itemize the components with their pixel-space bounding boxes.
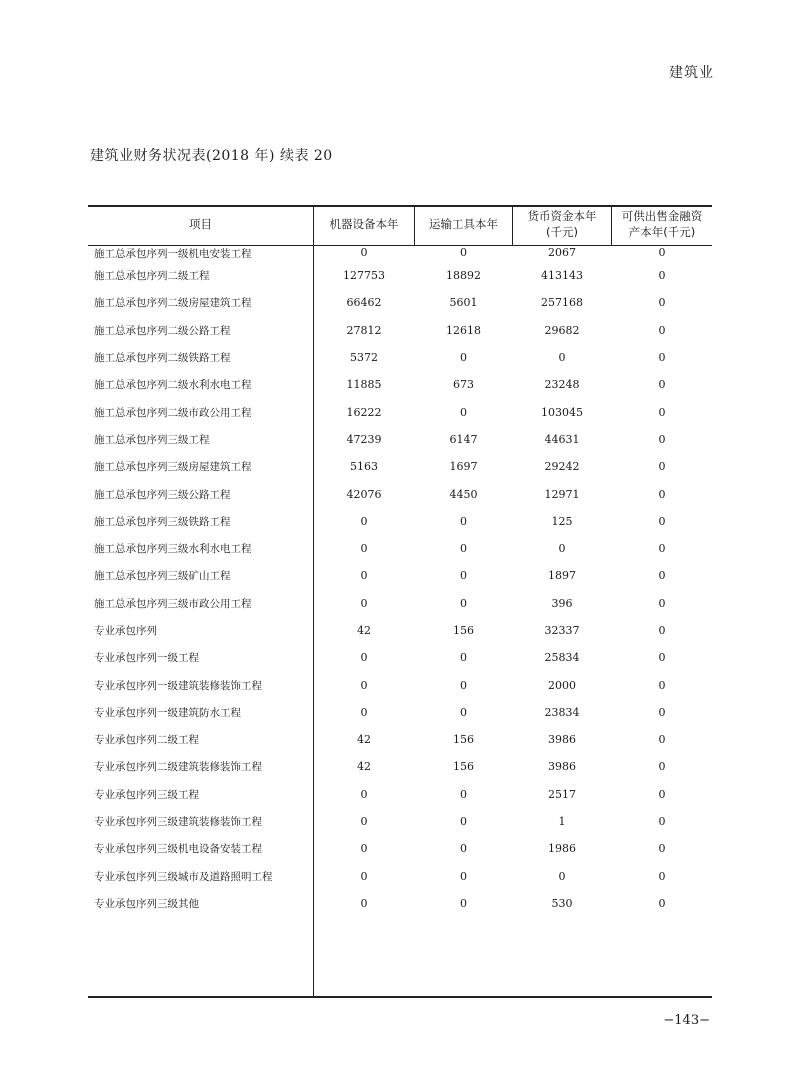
- table-row: [88, 699, 712, 726]
- row-label: 施工总承包序列三级工程: [94, 433, 210, 446]
- row-value: 156: [453, 624, 474, 637]
- row-value: 1986: [548, 842, 576, 856]
- running-head: 建筑业: [669, 65, 714, 81]
- row-label: 专业承包序列三级城市及道路照明工程: [94, 870, 273, 883]
- row-value: 0: [360, 569, 368, 583]
- row-value: 0: [658, 651, 666, 665]
- row-value: 0: [460, 514, 467, 528]
- table-title: 建筑业财务状况表(2018 年) 续表 20: [90, 148, 333, 164]
- row-value: 0: [460, 351, 467, 365]
- row-value: 0: [360, 896, 368, 910]
- row-label: 施工总承包序列二级铁路工程: [94, 352, 231, 365]
- row-value: 0: [658, 323, 666, 337]
- row-value: 12618: [446, 323, 481, 337]
- row-value: 0: [460, 842, 467, 856]
- table-row: [88, 562, 712, 589]
- row-value: 0: [360, 651, 368, 665]
- row-value: 0: [360, 787, 368, 801]
- row-label: 施工总承包序列二级市政公用工程: [94, 406, 252, 419]
- row-value: 0: [460, 896, 467, 910]
- row-value: 0: [360, 514, 368, 528]
- row-value: 0: [658, 842, 666, 856]
- table-row: [88, 726, 712, 753]
- row-value: 0: [460, 678, 467, 692]
- row-value: 0: [360, 596, 368, 610]
- row-value: 3986: [548, 733, 576, 747]
- row-value: 0: [658, 733, 666, 747]
- row-value: 396: [551, 596, 573, 610]
- table-row: [88, 617, 712, 644]
- row-label: 专业承包序列一级建筑装修装饰工程: [94, 679, 262, 692]
- row-value: 156: [453, 760, 474, 774]
- row-value: 4450: [449, 487, 478, 501]
- row-label: 施工总承包序列二级工程: [94, 270, 210, 283]
- row-label: 施工总承包序列三级市政公用工程: [94, 597, 252, 610]
- row-label: 专业承包序列二级建筑装修装饰工程: [94, 761, 262, 774]
- row-value: 0: [460, 569, 467, 583]
- row-value: 0: [460, 542, 467, 556]
- row-value: 42076: [346, 487, 382, 501]
- row-value: 2000: [548, 678, 576, 692]
- row-label: 专业承包序列: [94, 625, 157, 637]
- row-value: 66462: [346, 296, 382, 310]
- row-value: 6147: [449, 432, 478, 446]
- row-value: 0: [360, 705, 368, 719]
- row-value: 1: [558, 815, 566, 829]
- row-label: 施工总承包序列二级房屋建筑工程: [94, 297, 252, 310]
- row-value: 1697: [449, 460, 478, 474]
- table-row: [88, 317, 712, 344]
- table-bottom-rule: [88, 996, 712, 998]
- row-value: 0: [658, 569, 666, 583]
- row-value: 23248: [544, 378, 580, 392]
- row-value: 156: [453, 733, 474, 747]
- row-value: 0: [460, 705, 467, 719]
- row-value: 0: [658, 460, 666, 474]
- row-value: 0: [360, 815, 368, 829]
- row-value: 0: [460, 815, 467, 829]
- row-value: 47239: [346, 432, 382, 446]
- row-value: 0: [558, 542, 566, 556]
- column-header-item: 项目: [189, 217, 212, 232]
- row-value: 25834: [544, 651, 580, 665]
- column-header-machinery: 机器设备本年: [329, 217, 399, 232]
- row-value: 0: [658, 514, 666, 528]
- table-row: [88, 344, 712, 371]
- table-row: [88, 535, 712, 562]
- row-value: 0: [360, 246, 368, 259]
- row-value: 0: [360, 542, 368, 556]
- column-header-monetary-funds: 货币资金本年 (千元): [527, 209, 597, 239]
- row-value: 23834: [544, 705, 580, 719]
- row-value: 0: [360, 869, 368, 883]
- row-value: 0: [460, 651, 467, 665]
- row-value: 5372: [350, 351, 378, 365]
- row-value: 42: [357, 624, 371, 637]
- row-value: 18892: [446, 269, 481, 283]
- row-value: 29242: [544, 460, 580, 474]
- row-label: 专业承包序列三级工程: [94, 788, 199, 801]
- table-row: [88, 644, 712, 671]
- row-label: 专业承包序列一级建筑防水工程: [94, 706, 241, 719]
- row-value: 44631: [544, 432, 580, 446]
- table-row: [88, 245, 712, 262]
- row-value: 11885: [346, 378, 382, 392]
- table-row: [88, 262, 712, 289]
- row-value: 5163: [350, 460, 378, 474]
- row-value: 0: [658, 787, 666, 801]
- row-value: 0: [460, 787, 467, 801]
- row-value: 42: [357, 760, 371, 774]
- row-value: 103045: [541, 405, 583, 419]
- row-value: 0: [658, 815, 666, 829]
- row-value: 0: [658, 705, 666, 719]
- row-value: 42: [357, 733, 371, 747]
- row-value: 0: [360, 678, 368, 692]
- table-row: [88, 863, 712, 890]
- table-row: [88, 753, 712, 780]
- row-value: 0: [658, 542, 666, 556]
- row-label: 施工总承包序列三级房屋建筑工程: [94, 461, 252, 474]
- row-value: 0: [658, 246, 666, 259]
- table-body: [88, 245, 712, 917]
- financial-table: [88, 205, 712, 998]
- table-row: [88, 671, 712, 698]
- row-label: 专业承包序列三级其他: [94, 897, 199, 910]
- row-value: 5601: [449, 296, 478, 310]
- table-row: [88, 398, 712, 425]
- row-value: 127753: [343, 269, 385, 283]
- table-row: [88, 480, 712, 507]
- row-value: 2067: [548, 246, 576, 259]
- row-value: 0: [658, 296, 666, 310]
- row-value: 1897: [548, 569, 576, 583]
- table-row: [88, 426, 712, 453]
- table-row: [88, 781, 712, 808]
- row-value: 0: [658, 432, 666, 446]
- row-label: 专业承包序列二级工程: [94, 734, 199, 747]
- table-row: [88, 590, 712, 617]
- table-row: [88, 453, 712, 480]
- row-label: 专业承包序列三级建筑装修装饰工程: [94, 816, 262, 829]
- row-label: 施工总承包序列三级铁路工程: [94, 515, 231, 528]
- row-value: 257168: [541, 296, 583, 310]
- row-value: 0: [460, 246, 467, 259]
- page-number: −143−: [663, 1013, 710, 1028]
- row-value: 0: [658, 378, 666, 392]
- row-value: 32337: [544, 624, 580, 637]
- table-row: [88, 371, 712, 398]
- row-value: 0: [658, 405, 666, 419]
- row-label: 施工总承包序列三级矿山工程: [94, 570, 231, 583]
- row-value: 0: [460, 869, 467, 883]
- row-value: 29682: [544, 323, 580, 337]
- table-row: [88, 289, 712, 316]
- row-label: 施工总承包序列一级机电安装工程: [94, 248, 252, 260]
- row-value: 0: [658, 896, 666, 910]
- row-value: 0: [360, 842, 368, 856]
- column-header-transport: 运输工具本年: [429, 217, 498, 232]
- row-value: 0: [658, 351, 666, 365]
- row-label: 施工总承包序列三级水利水电工程: [94, 543, 252, 556]
- row-value: 0: [460, 405, 467, 419]
- row-value: 0: [658, 624, 666, 637]
- row-value: 0: [658, 678, 666, 692]
- row-value: 125: [551, 514, 573, 528]
- row-label: 施工总承包序列三级公路工程: [94, 488, 231, 501]
- row-label: 施工总承包序列二级水利水电工程: [94, 379, 252, 392]
- row-value: 16222: [346, 405, 382, 419]
- row-value: 0: [658, 596, 666, 610]
- row-value: 413143: [541, 269, 583, 283]
- table-row: [88, 835, 712, 862]
- table-row: [88, 808, 712, 835]
- row-value: 0: [658, 269, 666, 283]
- row-value: 0: [460, 596, 467, 610]
- column-header-available-for-sale: 可供出售金融资 产本年(千元): [621, 209, 703, 239]
- row-value: 2517: [548, 787, 576, 801]
- row-value: 0: [658, 760, 666, 774]
- table-row: [88, 508, 712, 535]
- row-value: 27812: [346, 323, 382, 337]
- row-label: 专业承包序列三级机电设备安装工程: [94, 843, 262, 856]
- row-label: 专业承包序列一级工程: [94, 652, 199, 665]
- row-value: 0: [558, 869, 566, 883]
- row-value: 0: [658, 869, 666, 883]
- row-value: 530: [551, 896, 573, 910]
- row-label: 施工总承包序列二级公路工程: [94, 324, 231, 337]
- row-value: 0: [658, 487, 666, 501]
- row-value: 12971: [544, 487, 580, 501]
- row-value: 673: [453, 378, 474, 392]
- row-value: 3986: [548, 760, 576, 774]
- row-value: 0: [558, 351, 566, 365]
- table-row: [88, 890, 712, 917]
